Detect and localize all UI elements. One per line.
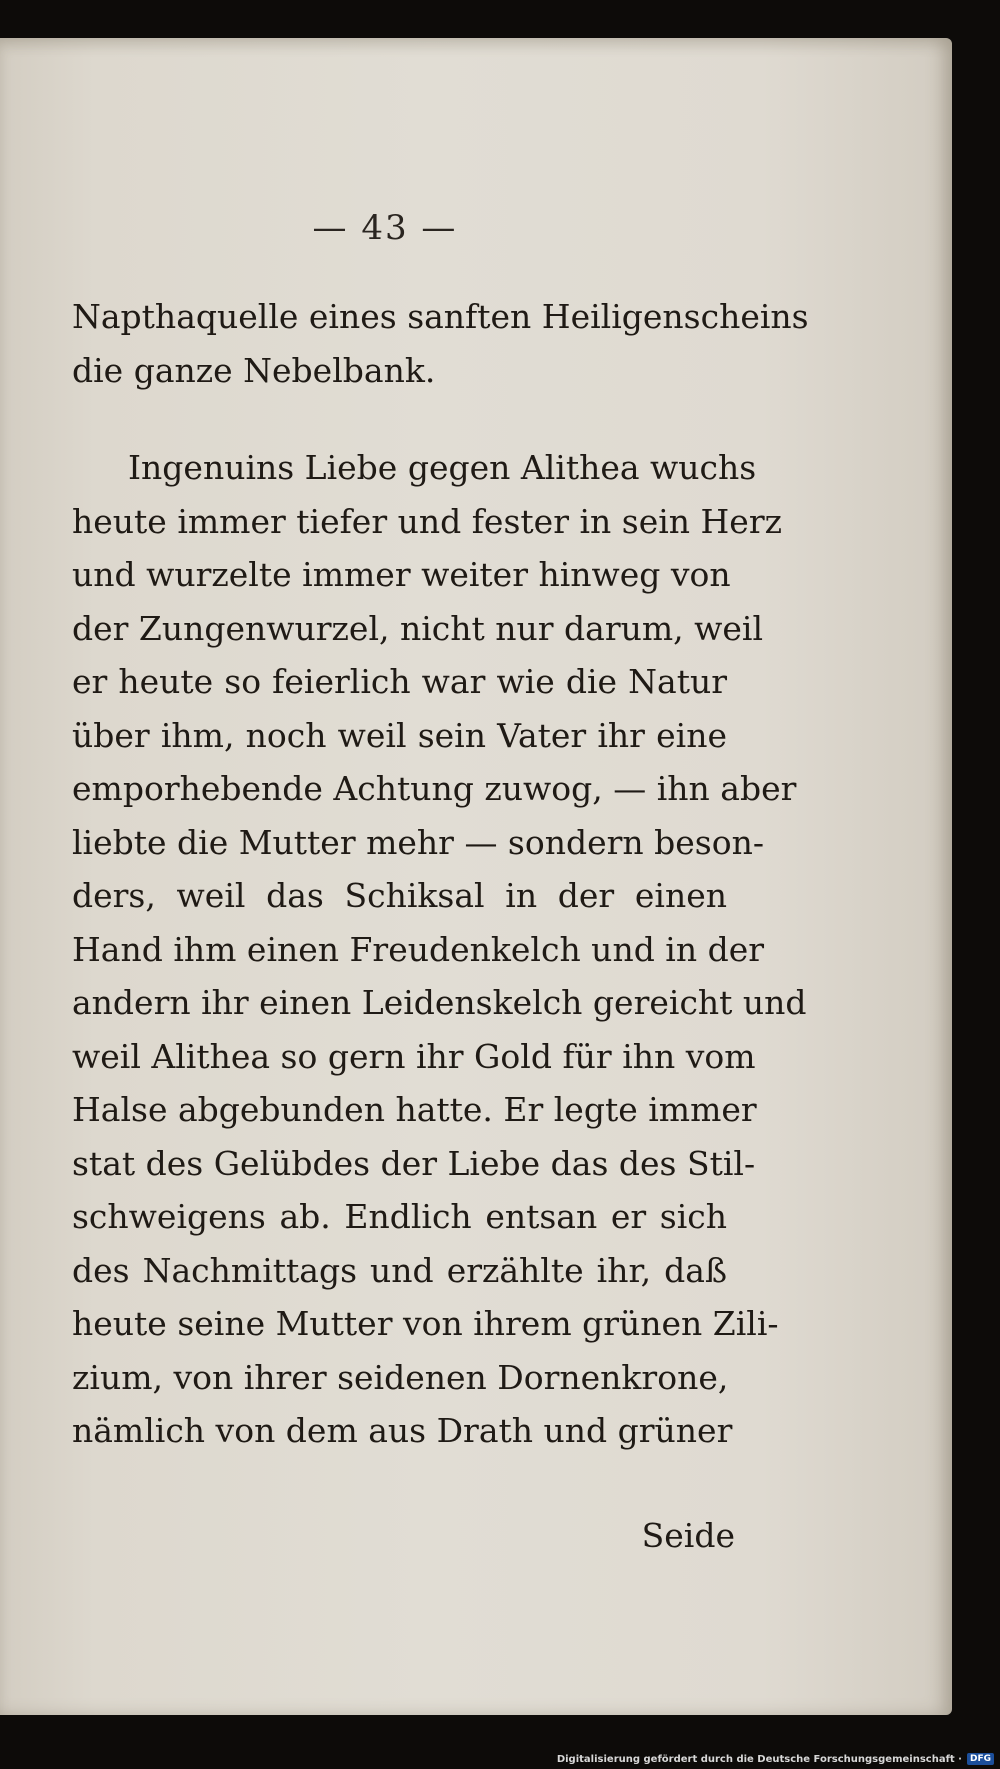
text-line: heute seine Mutter von ihrem grünen Zili- bbox=[72, 1304, 779, 1343]
text-line: Napthaquelle eines sanften Heiligenscheins bbox=[72, 297, 809, 336]
text-line: nämlich von dem aus Drath und grüner bbox=[72, 1411, 733, 1450]
text-line: der Zungenwurzel, nicht nur darum, weil bbox=[72, 608, 764, 648]
body-text bbox=[72, 290, 809, 1458]
text-line: Halse abgebunden hatte. Er legte immer bbox=[72, 1090, 757, 1129]
text-line: schweigens ab. Endlich entsan er sich bbox=[72, 1197, 727, 1236]
text-line: des Nachmittags und erzählte ihr, daß bbox=[72, 1250, 727, 1290]
book-page bbox=[0, 38, 952, 1715]
text-line: die ganze Nebelbank. bbox=[72, 350, 436, 390]
text-line: heute immer tiefer und fester in sein Herz bbox=[72, 501, 782, 541]
text-line: Ingenuins Liebe gegen Alithea wuchs bbox=[128, 448, 757, 487]
credit-text: Digitalisierung gefördert durch die Deutsche Forschungsgemeinschaft · bbox=[556, 1753, 962, 1765]
text-line: zium, von ihrer seidenen Dornenkrone, bbox=[72, 1357, 729, 1397]
text-line: und wurzelte immer weiter hinweg von bbox=[72, 555, 731, 594]
text-line: er heute so feierlich war wie die Natur bbox=[72, 662, 727, 701]
text-line: ders, weil das Schiksal in der einen bbox=[72, 876, 727, 915]
digitization-credit bbox=[557, 1753, 994, 1765]
text-line: andern ihr einen Leidenskelch gereicht und bbox=[72, 983, 807, 1022]
text-line: Hand ihm einen Freudenkelch und in der bbox=[72, 929, 765, 969]
text-line: weil Alithea so gern ihr Gold für ihn vom bbox=[72, 1036, 756, 1076]
paragraph-gap bbox=[72, 397, 727, 441]
text-line: liebte die Mutter mehr — sondern beson- bbox=[72, 822, 765, 862]
text-line: über ihm, noch weil sein Vater ihr eine bbox=[72, 715, 727, 755]
dfg-logo-icon: DFG bbox=[967, 1753, 994, 1765]
catchword: Seide bbox=[641, 1516, 735, 1555]
text-line: emporhebende Achtung zuwog, — ihn aber bbox=[72, 769, 797, 808]
text-line: stat des Gelübdes der Liebe das des Stil- bbox=[72, 1143, 756, 1183]
page-number: — 43 — bbox=[312, 208, 458, 248]
